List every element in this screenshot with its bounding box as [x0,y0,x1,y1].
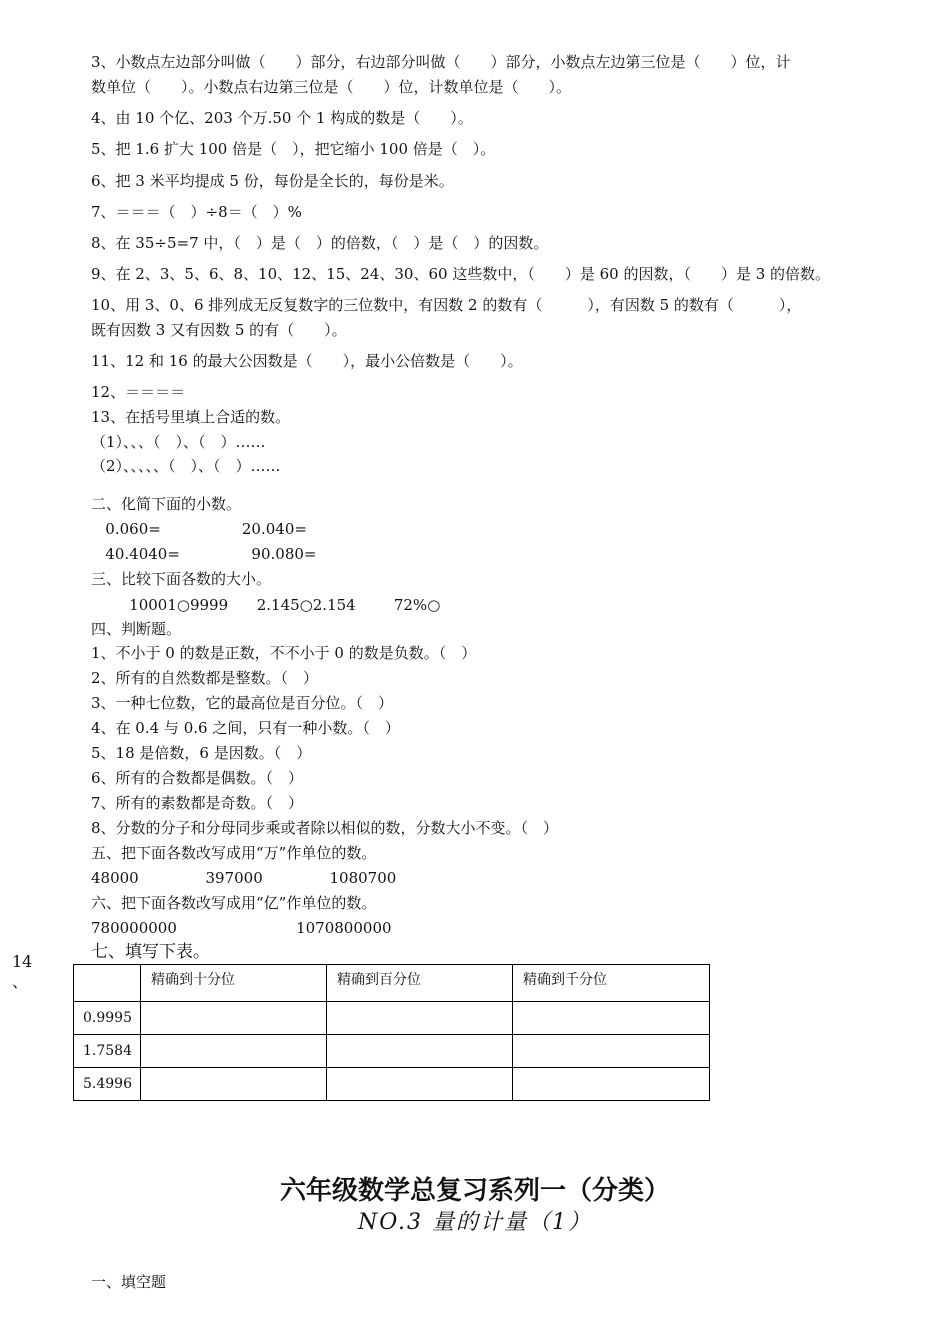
side-mark: 、 [12,972,29,991]
rounding-table [73,964,710,1101]
side-number: 14 [12,952,33,971]
question-11: 11、12 和 16 的最大公因数是（ ），最小公倍数是（ ）。 [91,352,523,370]
table-header-row [74,965,710,1002]
judgement-1: 1、不小于 0 的数是正数，不不小于 0 的数是负数。（ ） [91,644,477,662]
section-3-row-1: 10001○9999 2.145○2.154 72%○ [91,596,441,614]
question-3-line-1: 3、小数点左边部分叫做（ ）部分，右边部分叫做（ ）部分，小数点左边第三位是（ ）位，计 [91,53,791,71]
table-row [74,1068,710,1101]
question-8: 8、在 35÷5=7 中，（ ）是（ ）的倍数，（ ）是（ ）的因数。 [91,234,549,252]
question-3-line-2: 数单位（ ）。小数点右边第三位是（ ）位，计数单位是（ ）。 [91,78,572,96]
table-cell[interactable] [141,1035,327,1068]
section-7-heading: 七、填写下表。 [91,942,210,962]
section-4-heading: 四、判断题。 [91,620,182,638]
judgement-4: 4、在 0.4 与 0.6 之间，只有一种小数。（ ） [91,719,400,737]
table-row [74,1035,710,1068]
section-6-row-1: 780000000 1070800000 [91,919,392,937]
judgement-6: 6、所有的合数都是偶数。（ ） [91,769,304,787]
question-5: 5、把 1.6 扩大 100 倍是（ ），把它缩小 100 倍是（ ）。 [91,140,496,158]
section-2-heading: 二、化简下面的小数。 [91,495,242,513]
section-2-row-1: 0.060= 20.040= [91,520,307,538]
table-cell[interactable] [513,1068,710,1101]
question-13-part-2: （2）、、、、、（ ）、（ ）…… [91,457,281,475]
question-10-line-2: 既有因数 3 又有因数 5 的有（ ）。 [91,321,347,339]
table-cell[interactable] [327,1002,513,1035]
table-cell[interactable] [513,1002,710,1035]
table-cell[interactable] [327,1035,513,1068]
judgement-7: 7、所有的素数都是奇数。（ ） [91,794,304,812]
judgement-8: 8、分数的分子和分母同步乘或者除以相似的数，分数大小不变。（ ） [91,819,559,837]
question-4: 4、由 10 个亿、203 个万.50 个 1 构成的数是（ ）。 [91,109,473,127]
question-12: 12、＝＝＝＝ [91,383,186,401]
table-header-cell: 精确到百分位 [327,965,513,1002]
question-13-part-1: （1）、、、（ ）、（ ）…… [91,433,266,451]
table-cell[interactable] [141,1068,327,1101]
page-subtitle: NO.3 量的计量（1） [358,1210,592,1235]
table-row-label: 5.4996 [74,1068,141,1101]
table-row [74,1002,710,1035]
section-3-heading: 三、比较下面各数的大小。 [91,570,272,588]
question-7: 7、＝＝＝（ ）÷8＝（ ）% [91,203,302,221]
question-6: 6、把 3 米平均提成 5 份，每份是全长的，每份是米。 [91,172,454,190]
judgement-3: 3、一种七位数，它的最高位是百分位。（ ） [91,694,394,712]
section-5-heading: 五、把下面各数改写成用“万”作单位的数。 [91,844,377,862]
table-header-cell [74,965,141,1002]
question-13: 13、在括号里填上合适的数。 [91,408,291,426]
table-header-cell: 精确到十分位 [141,965,327,1002]
table-cell[interactable] [141,1002,327,1035]
section-5-row-1: 48000 397000 1080700 [91,869,397,887]
table-row-label: 0.9995 [74,1002,141,1035]
question-10-line-1: 10、用 3、0、6 排列成无反复数字的三位数中，有因数 2 的数有（ ），有因数 5 的数有（ ）， [91,296,802,314]
question-9: 9、在 2、3、5、6、8、10、12、15、24、30、60 这些数中，（ ）是 60 的因数，（ ）是 3 的倍数。 [91,265,831,283]
judgement-5: 5、18 是倍数，6 是因数。（ ） [91,744,312,762]
judgement-2: 2、所有的自然数都是整数。（ ） [91,669,319,687]
section-1-heading: 一、填空题 [91,1273,167,1291]
table-row-label: 1.7584 [74,1035,141,1068]
table-cell[interactable] [513,1035,710,1068]
section-2-row-2: 40.4040= 90.080= [91,545,317,563]
section-6-heading: 六、把下面各数改写成用“亿”作单位的数。 [91,894,377,912]
table-header-cell: 精确到千分位 [513,965,710,1002]
table-cell[interactable] [327,1068,513,1101]
page-title: 六年级数学总复习系列一（分类） [279,1176,670,1206]
